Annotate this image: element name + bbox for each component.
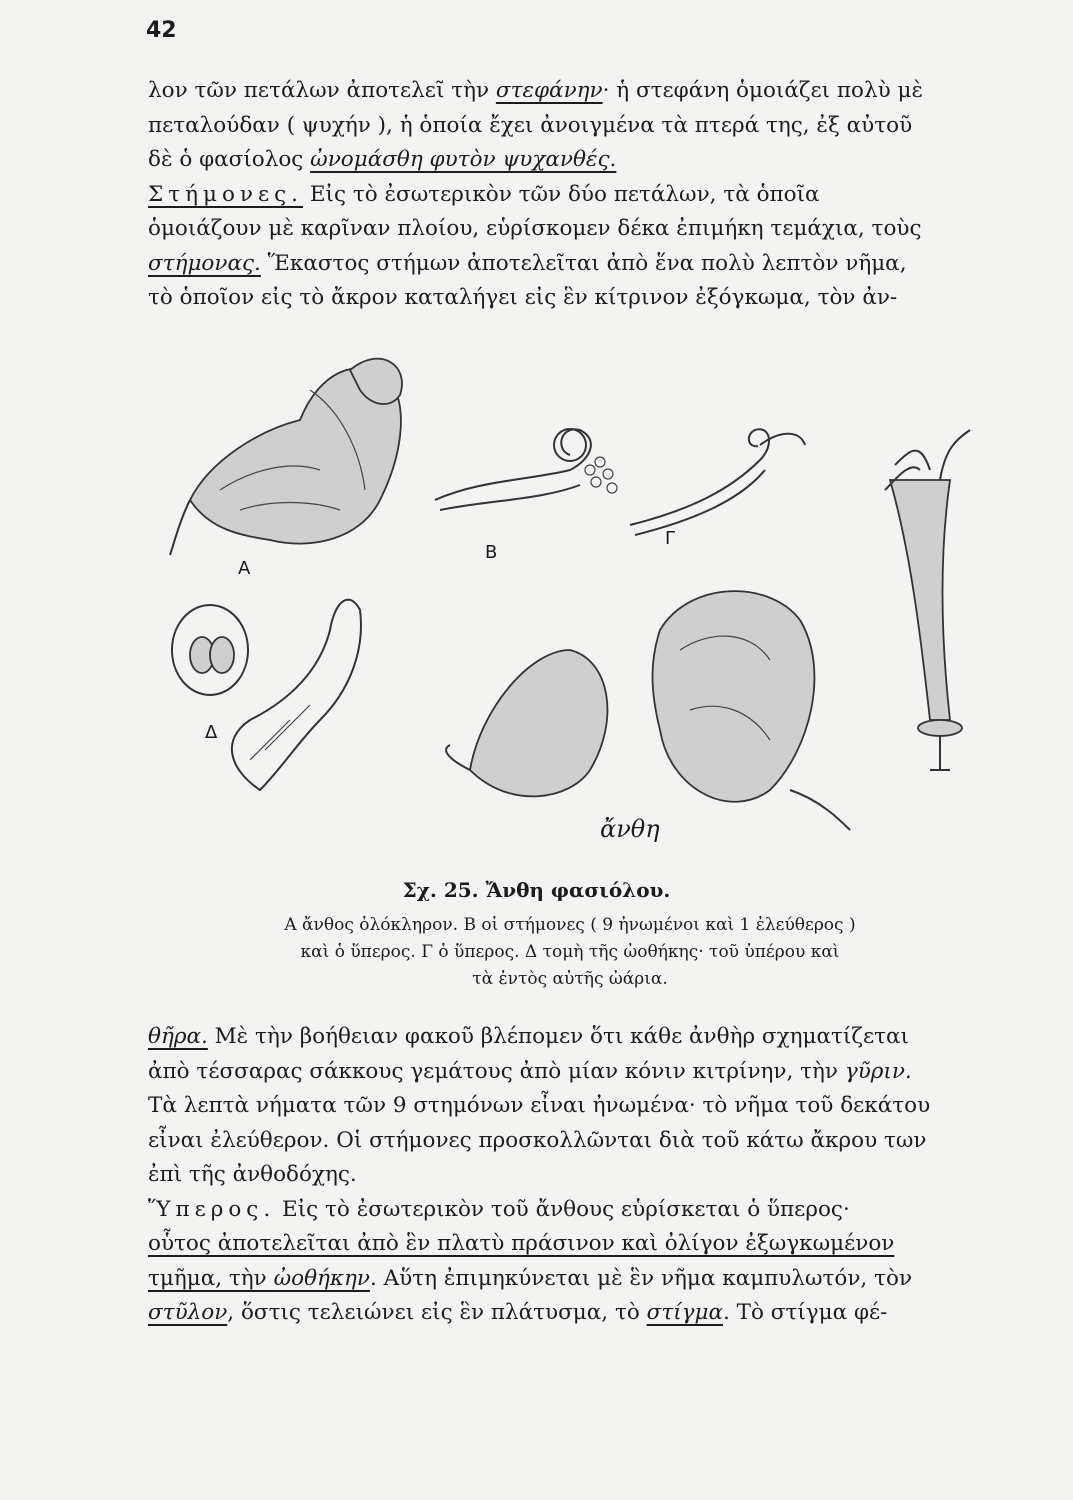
top-paragraph: [148, 74, 984, 316]
flower-illustrations: [150, 350, 1010, 850]
text-line: εἶναι ἐλεύθερον. Οἱ στήμονες προσκολλῶνται διὰ τοῦ κάτω ἄκρου των: [148, 1127, 927, 1153]
section-heading-stamens: Στήμονες.: [148, 181, 303, 207]
text-line: πεταλούδαν ( ψυχήν ), ἡ ὁποία ἔχει ἀνοιγμένα τὰ πτερά της, ἐξ αὐτοῦ: [148, 112, 913, 138]
text-line: Τὰ λεπτὰ νήματα τῶν 9 στημόνων εἶναι ἠνωμένα· τὸ νῆμα τοῦ δεκάτου: [148, 1093, 931, 1118]
figure-caption-title: Σχ. 25. Ἄνθη φασιόλου.: [402, 878, 671, 902]
figure-caption-text: [190, 912, 950, 993]
bottom-paragraph: [148, 1020, 984, 1331]
text-line: δὲ ὁ φασίολος ὠνομάσθη φυτὸν ψυχανθές.: [148, 147, 617, 172]
text-line: στήμονας. Ἕκαστος στήμων ἀποτελεῖται ἀπὸ ἕνα πολὺ λεπτὸν νῆμα,: [148, 250, 907, 276]
text-line: τμῆμα, τὴν ὠοθήκην. Αὕτη ἐπιμηκύνεται μὲ ἓν νῆμα καμπυλωτόν, τὸν: [148, 1265, 913, 1291]
text-line: στῦλον, ὅστις τελειώνει εἰς ἓν πλάτυσμα, τὸ στίγμα. Τὸ στίγμα φέ-: [148, 1300, 888, 1325]
pistil-c-drawing: [630, 429, 805, 535]
section-heading-pistil: Ὕπερος.: [148, 1196, 276, 1222]
page-number: 42: [146, 18, 177, 43]
section-d-drawing: [172, 600, 361, 790]
label-a: Α: [238, 558, 251, 579]
stamens-b-drawing: [435, 429, 617, 510]
text-line: οὗτος ἀποτελεῖται ἀπὸ ἓν πλατὺ πράσινον καὶ ὀλίγον ἐξωγκωμένον: [148, 1231, 895, 1256]
label-c: Γ: [665, 528, 676, 549]
caption-line: τὰ ἐντὸς αὐτῆς ὠάρια.: [472, 969, 668, 989]
text-line: λον τῶν πετάλων ἀποτελεῖ τὴν στεφάνην· ἡ στεφάνη ὁμοιάζει πολὺ μὲ: [148, 78, 924, 103]
label-d: Δ: [205, 722, 218, 743]
text-line: ὁμοιάζουν μὲ καρῖναν πλοίου, εὑρίσκομεν δέκα ἐπιμήκη τεμάχια, τοὺς: [148, 216, 922, 241]
label-b: Β: [485, 542, 498, 563]
caption-line: καὶ ὁ ὕπερος. Γ ὁ ὕπερος. Δ τομὴ τῆς ὠοθήκης· τοῦ ὑπέρου καὶ: [300, 942, 840, 962]
text-line: θῆρα. Μὲ τὴν βοήθειαν φακοῦ βλέπομεν ὅτι κάθε ἀνθὴρ σχηματίζεται: [148, 1024, 909, 1049]
flower-a-drawing: [170, 359, 402, 555]
text-line: ἀπὸ τέσσαρας σάκκους γεμάτους ἀπὸ μίαν κόνιν κιτρίνην, τὴν γῦριν.: [148, 1058, 912, 1084]
text-line: τὸ ὁποῖον εἰς τὸ ἄκρον καταλήγει εἰς ἓν κίτρινον ἐξόγκωμα, τὸν ἀν-: [148, 285, 898, 310]
flowers-bottom-drawing: [446, 591, 850, 830]
caption-line: Α ἄνθος ὁλόκληρον. Β οἱ στήμονες ( 9 ἠνωμένοι καὶ 1 ἐλεύθερος ): [284, 915, 856, 935]
text-line: Ὕπερος. Εἰς τὸ ἐσωτερικὸν τοῦ ἄνθους εὑρίσκεται ὁ ὕπερος·: [148, 1196, 850, 1222]
text-line: Στήμονες. Εἰς τὸ ἐσωτερικὸν τῶν δύο πετάλων, τὰ ὁποῖα: [148, 181, 820, 207]
text-line: ἐπὶ τῆς ἀνθοδόχης.: [148, 1162, 357, 1187]
flower-tube-drawing: [885, 430, 970, 770]
figure-word-flowers: ἄνθη: [600, 815, 660, 843]
figure-bean-flowers: [150, 350, 1010, 850]
